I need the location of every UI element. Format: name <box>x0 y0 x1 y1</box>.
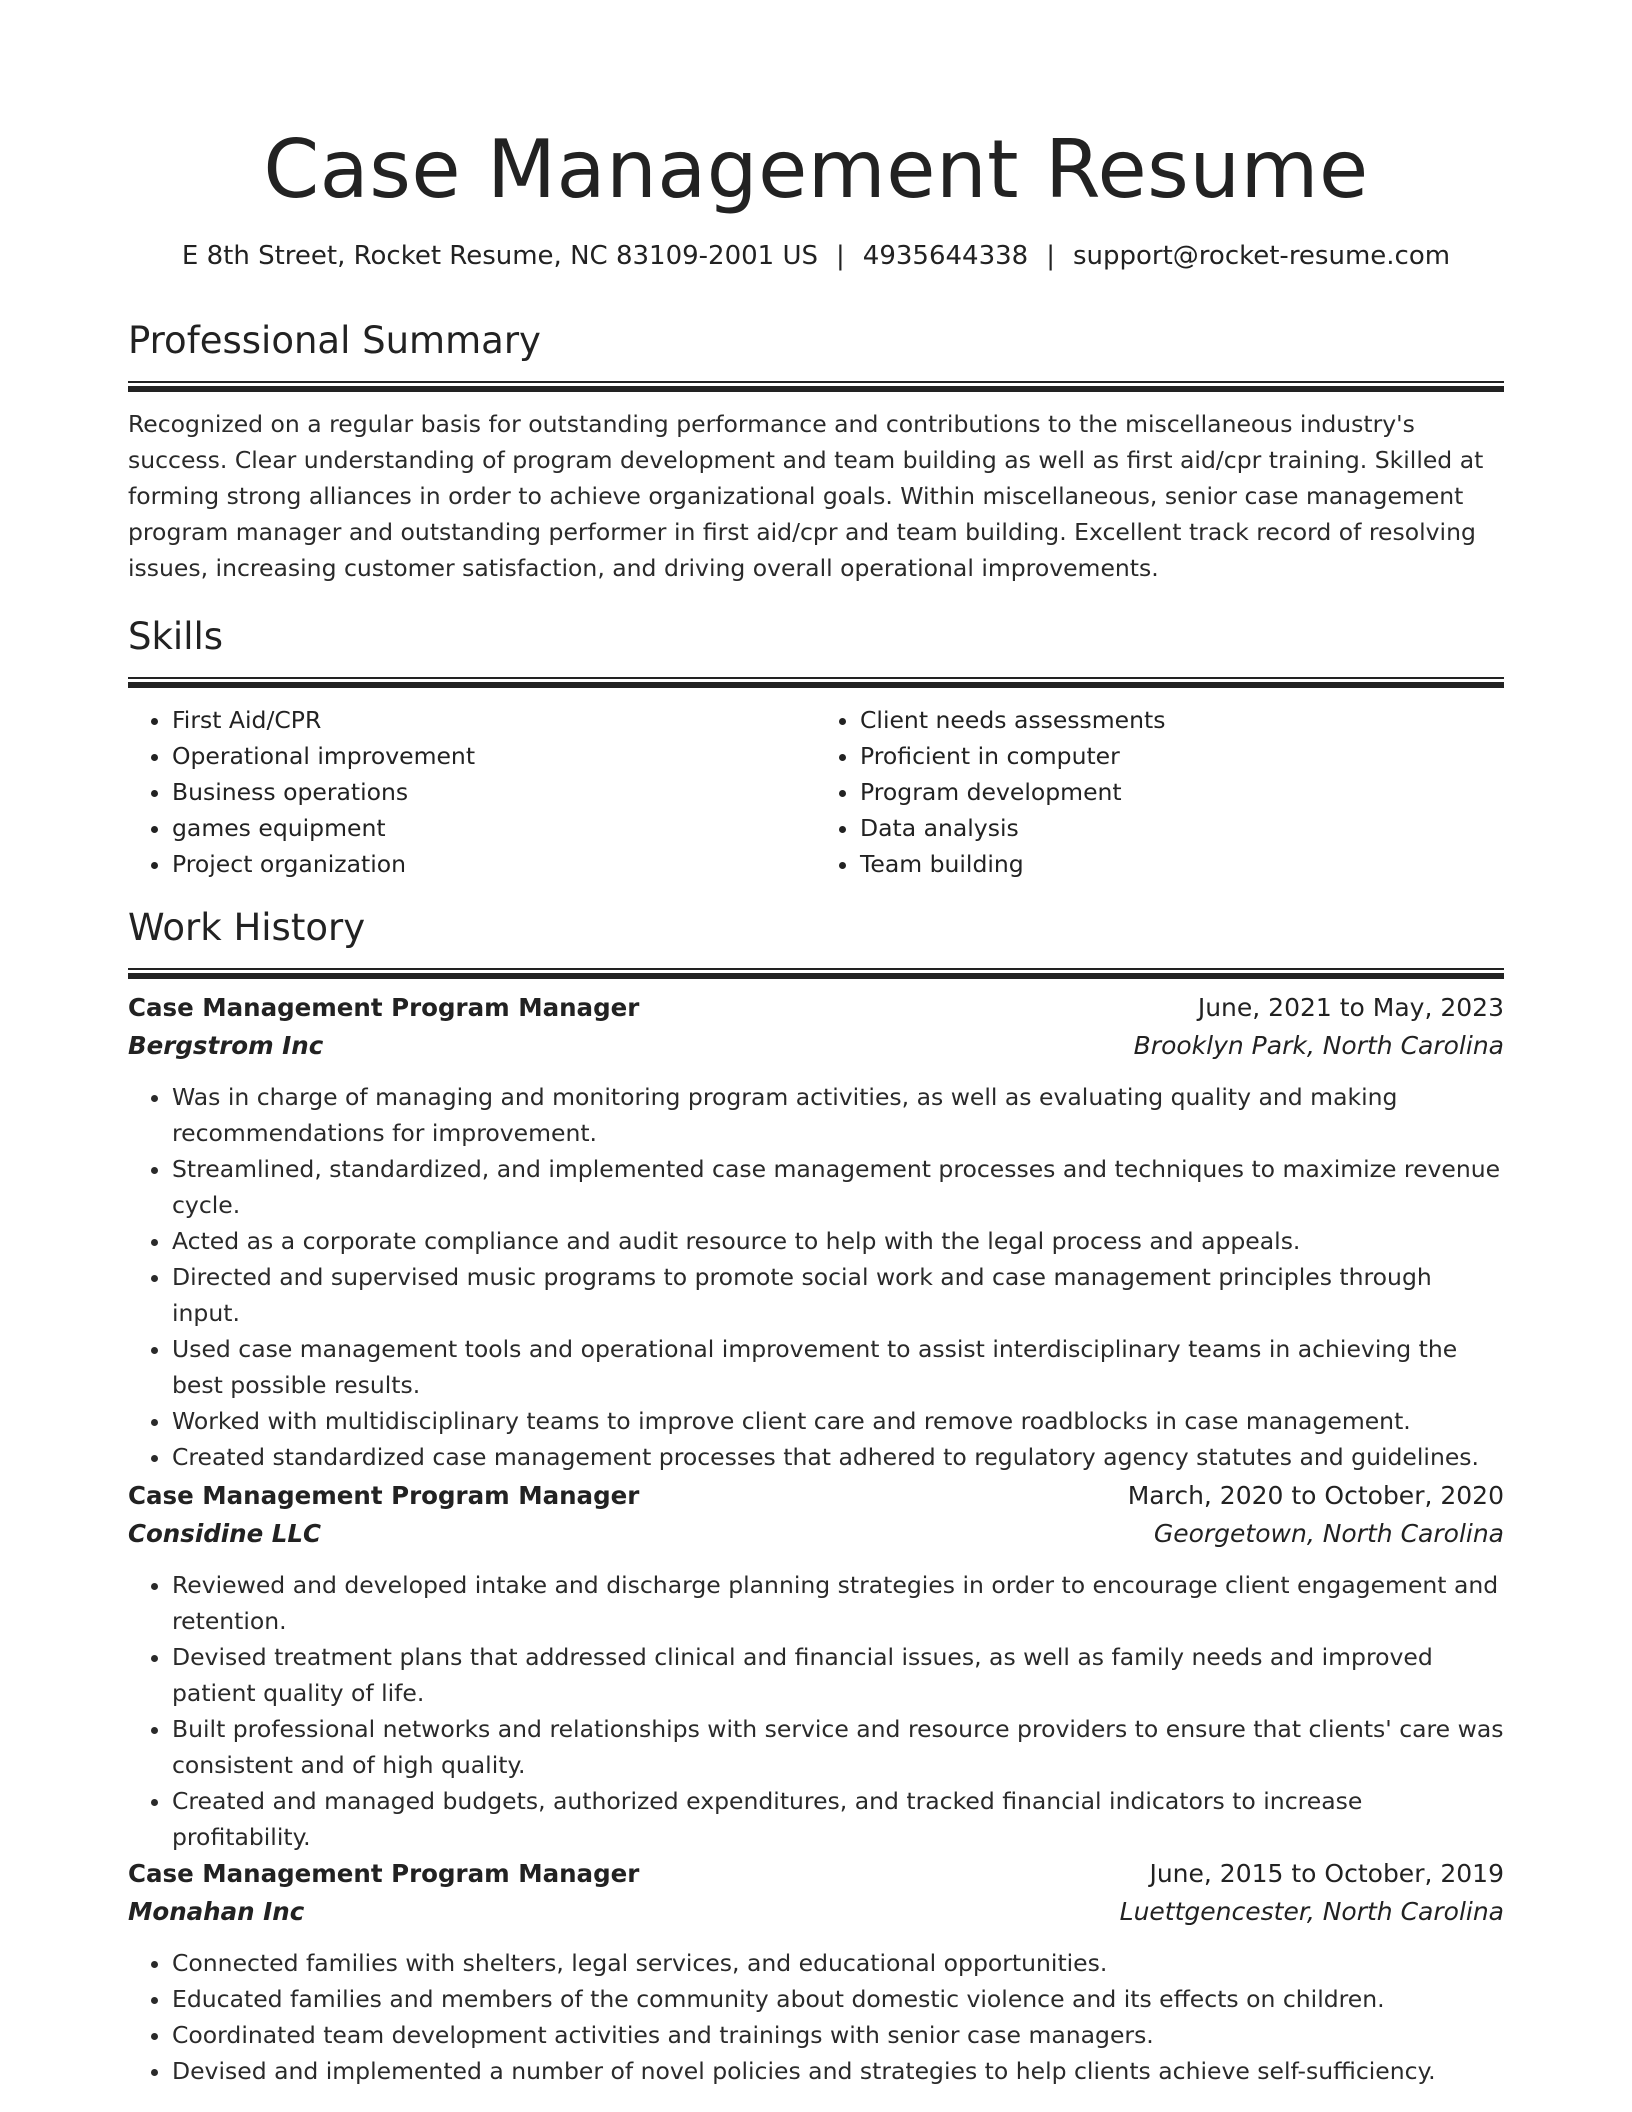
job-bullets <box>128 1567 1504 1855</box>
job-location: Luettgencester, North Carolina <box>1119 1897 1504 1926</box>
job-bullets <box>128 1079 1504 1475</box>
skill-item: • games equipment <box>172 810 816 846</box>
job-bullet: • Directed and supervised music programs to promote social work and case management principles through input. <box>172 1259 1504 1331</box>
job-entry <box>128 1855 1504 2089</box>
skills-columns <box>128 702 1504 882</box>
section-divider <box>128 968 1504 979</box>
job-header-row <box>128 1855 1504 1893</box>
job-location: Georgetown, North Carolina <box>1153 1519 1504 1548</box>
skills-list-right <box>816 702 1504 882</box>
job-entry <box>128 989 1504 1475</box>
job-bullet: • Built professional networks and relationships with service and resource providers to ensure that clients' care was consistent and of high quality. <box>172 1711 1504 1783</box>
job-bullet: • Was in charge of managing and monitoring program activities, as well as evaluating quality and making recommendations for improvement. <box>172 1079 1504 1151</box>
skills-heading: Skills <box>128 615 224 658</box>
skills-section <box>128 612 1504 882</box>
job-header-row <box>128 1477 1504 1515</box>
summary-heading: Professional Summary <box>128 319 541 362</box>
job-company: Considine LLC <box>128 1519 321 1548</box>
job-company-row <box>128 1893 1504 1931</box>
contact-email[interactable]: support@rocket-resume.com <box>1072 241 1451 271</box>
contact-line <box>128 236 1504 276</box>
section-divider <box>128 677 1504 688</box>
work-heading: Work History <box>128 906 366 949</box>
job-bullet: • Worked with multidisciplinary teams to improve client care and remove roadblocks in case management. <box>172 1403 1504 1439</box>
skill-item: • First Aid/CPR <box>172 702 816 738</box>
job-title: Case Management Program Manager <box>128 1859 640 1888</box>
skills-list-left <box>128 702 816 882</box>
job-company-row <box>128 1027 1504 1065</box>
summary-section <box>128 316 1504 586</box>
job-header-row <box>128 989 1504 1027</box>
job-entry <box>128 1477 1504 1855</box>
job-title: Case Management Program Manager <box>128 993 640 1022</box>
section-divider <box>128 381 1504 392</box>
job-dates: June, 2015 to October, 2019 <box>1149 1859 1504 1888</box>
job-bullet: • Connected families with shelters, legal services, and educational opportunities. <box>172 1945 1504 1981</box>
contact-separator: | <box>1046 241 1055 271</box>
job-bullet: • Educated families and members of the community about domestic violence and its effects on children. <box>172 1981 1504 2017</box>
job-bullet: • Created standardized case management processes that adhered to regulatory agency statutes and guidelines. <box>172 1439 1504 1475</box>
job-location: Brooklyn Park, North Carolina <box>1133 1031 1504 1060</box>
job-title: Case Management Program Manager <box>128 1481 640 1510</box>
job-dates: March, 2020 to October, 2020 <box>1127 1481 1504 1510</box>
skill-item: • Operational improvement <box>172 738 816 774</box>
skill-item: • Team building <box>860 846 1504 882</box>
resume-title: Case Management Resume <box>263 123 1369 216</box>
skill-item: • Proficient in computer <box>860 738 1504 774</box>
job-bullet: • Reviewed and developed intake and discharge planning strategies in order to encourage client engagement and retention. <box>172 1567 1504 1639</box>
summary-text: Recognized on a regular basis for outstanding performance and contributions to the miscellaneous industry's success. Clear understanding of program development and team building as well as first aid/cpr training. Skilled at forming strong alliances in order to achieve organizational goals. Within miscellaneous, senior case management program manager and outstanding performer in first aid/cpr and team building. Excellent track record of resolving issues, increasing customer satisfaction, and driving overall operational improvements. <box>128 410 1484 582</box>
skill-item: • Business operations <box>172 774 816 810</box>
job-company: Bergstrom Inc <box>128 1031 324 1060</box>
job-bullet: • Acted as a corporate compliance and audit resource to help with the legal process and appeals. <box>172 1223 1504 1259</box>
job-company: Monahan Inc <box>128 1897 305 1926</box>
work-section <box>128 903 1504 979</box>
job-bullet: • Coordinated team development activities and trainings with senior case managers. <box>172 2017 1504 2053</box>
job-bullet: • Used case management tools and operational improvement to assist interdisciplinary teams in achieving the best possible results. <box>172 1331 1504 1403</box>
contact-phone: 4935644338 <box>862 241 1029 271</box>
skill-item: • Data analysis <box>860 810 1504 846</box>
job-dates: June, 2021 to May, 2023 <box>1197 993 1504 1022</box>
job-bullet: • Created and managed budgets, authorized expenditures, and tracked financial indicators to increase profitability. <box>172 1783 1504 1855</box>
job-bullet: • Devised and implemented a number of novel policies and strategies to help clients achieve self-sufficiency. <box>172 2053 1504 2089</box>
job-bullets <box>128 1945 1504 2089</box>
contact-separator: | <box>836 241 845 271</box>
job-company-row <box>128 1515 1504 1553</box>
skill-item: • Project organization <box>172 846 816 882</box>
job-bullet: • Streamlined, standardized, and implemented case management processes and techniques to maximize revenue cycle. <box>172 1151 1504 1223</box>
job-bullet: • Devised treatment plans that addressed clinical and financial issues, as well as family needs and improved patient quality of life. <box>172 1639 1504 1711</box>
skill-item: • Program development <box>860 774 1504 810</box>
contact-address: E 8th Street, Rocket Resume, NC 83109-2001 US <box>181 241 819 271</box>
skill-item: • Client needs assessments <box>860 702 1504 738</box>
